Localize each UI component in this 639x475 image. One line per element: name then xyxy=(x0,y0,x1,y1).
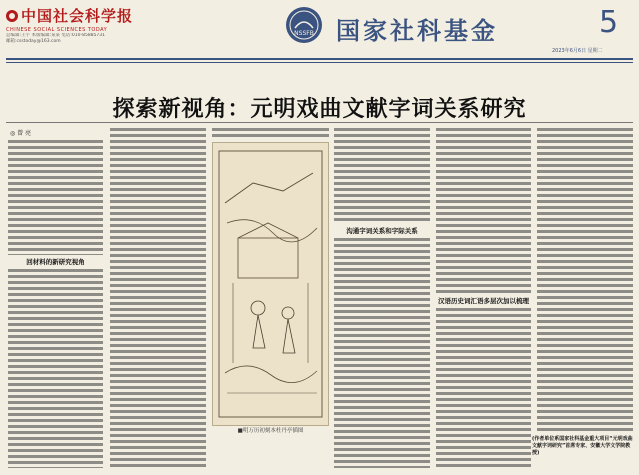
paper-name-en: CHINESE SOCIAL SCIENCES TODAY xyxy=(6,27,108,33)
paragraph-block xyxy=(334,238,430,468)
subhead-2: 沟通字词关系和字际关系 xyxy=(346,227,418,235)
illustration-photo xyxy=(212,142,329,426)
section-title: 国家社科基金 xyxy=(336,17,498,45)
paragraph-block xyxy=(537,128,633,432)
headline: 探索新视角：元明戏曲文献字词关系研究 xyxy=(112,97,527,122)
text-column-2 xyxy=(110,128,206,468)
subhead-1: 回材料的新研究视角 xyxy=(26,258,85,266)
imprint xyxy=(6,33,236,45)
paragraph-block xyxy=(110,128,206,468)
masthead-rule-thin xyxy=(6,62,633,63)
text-column-5 xyxy=(436,128,531,468)
subhead-3: 汉语历史词汇语多层次加以梳理 xyxy=(438,297,529,305)
paper-name xyxy=(6,5,133,26)
paragraph-block xyxy=(8,269,103,468)
byline: ◎ 曾 亮 xyxy=(10,130,32,137)
text-column-3-top xyxy=(212,128,329,140)
imprint-line-1: 总编辑:王宇 本版编辑:某某 电话:010-85885731 xyxy=(6,33,106,38)
paper-name-text: 中国社会科学报 xyxy=(21,7,134,25)
paper-logo xyxy=(6,5,133,33)
photo-caption: ■明万历初刻本杜丹亭插图 xyxy=(237,428,304,434)
headline-rule xyxy=(6,122,633,123)
text-column-6 xyxy=(537,128,633,432)
paragraph-block xyxy=(436,128,531,294)
paragraph-block xyxy=(8,140,103,255)
logo-mark-icon xyxy=(6,10,18,22)
emblem-text: NSSFB xyxy=(294,30,314,37)
text-column-4 xyxy=(334,128,430,468)
dateline: 2023年6月6日 星期二 xyxy=(552,48,603,54)
paragraph-block xyxy=(436,308,531,468)
imprint-line-2: 邮箱:csstoday@163.com xyxy=(6,39,61,44)
page-number: 5 xyxy=(599,5,619,40)
masthead-rule xyxy=(6,58,633,60)
nssfb-emblem-icon xyxy=(285,6,323,44)
author-bio: (作者单位系国家社科基金重大项目“元明戏曲文献字词研究”首席专家、安徽大学文学院教授) xyxy=(532,436,633,456)
woodblock-illustration-icon xyxy=(213,143,328,425)
paragraph-block xyxy=(334,128,430,224)
paragraph-block xyxy=(212,128,329,140)
text-column-1 xyxy=(8,128,103,468)
